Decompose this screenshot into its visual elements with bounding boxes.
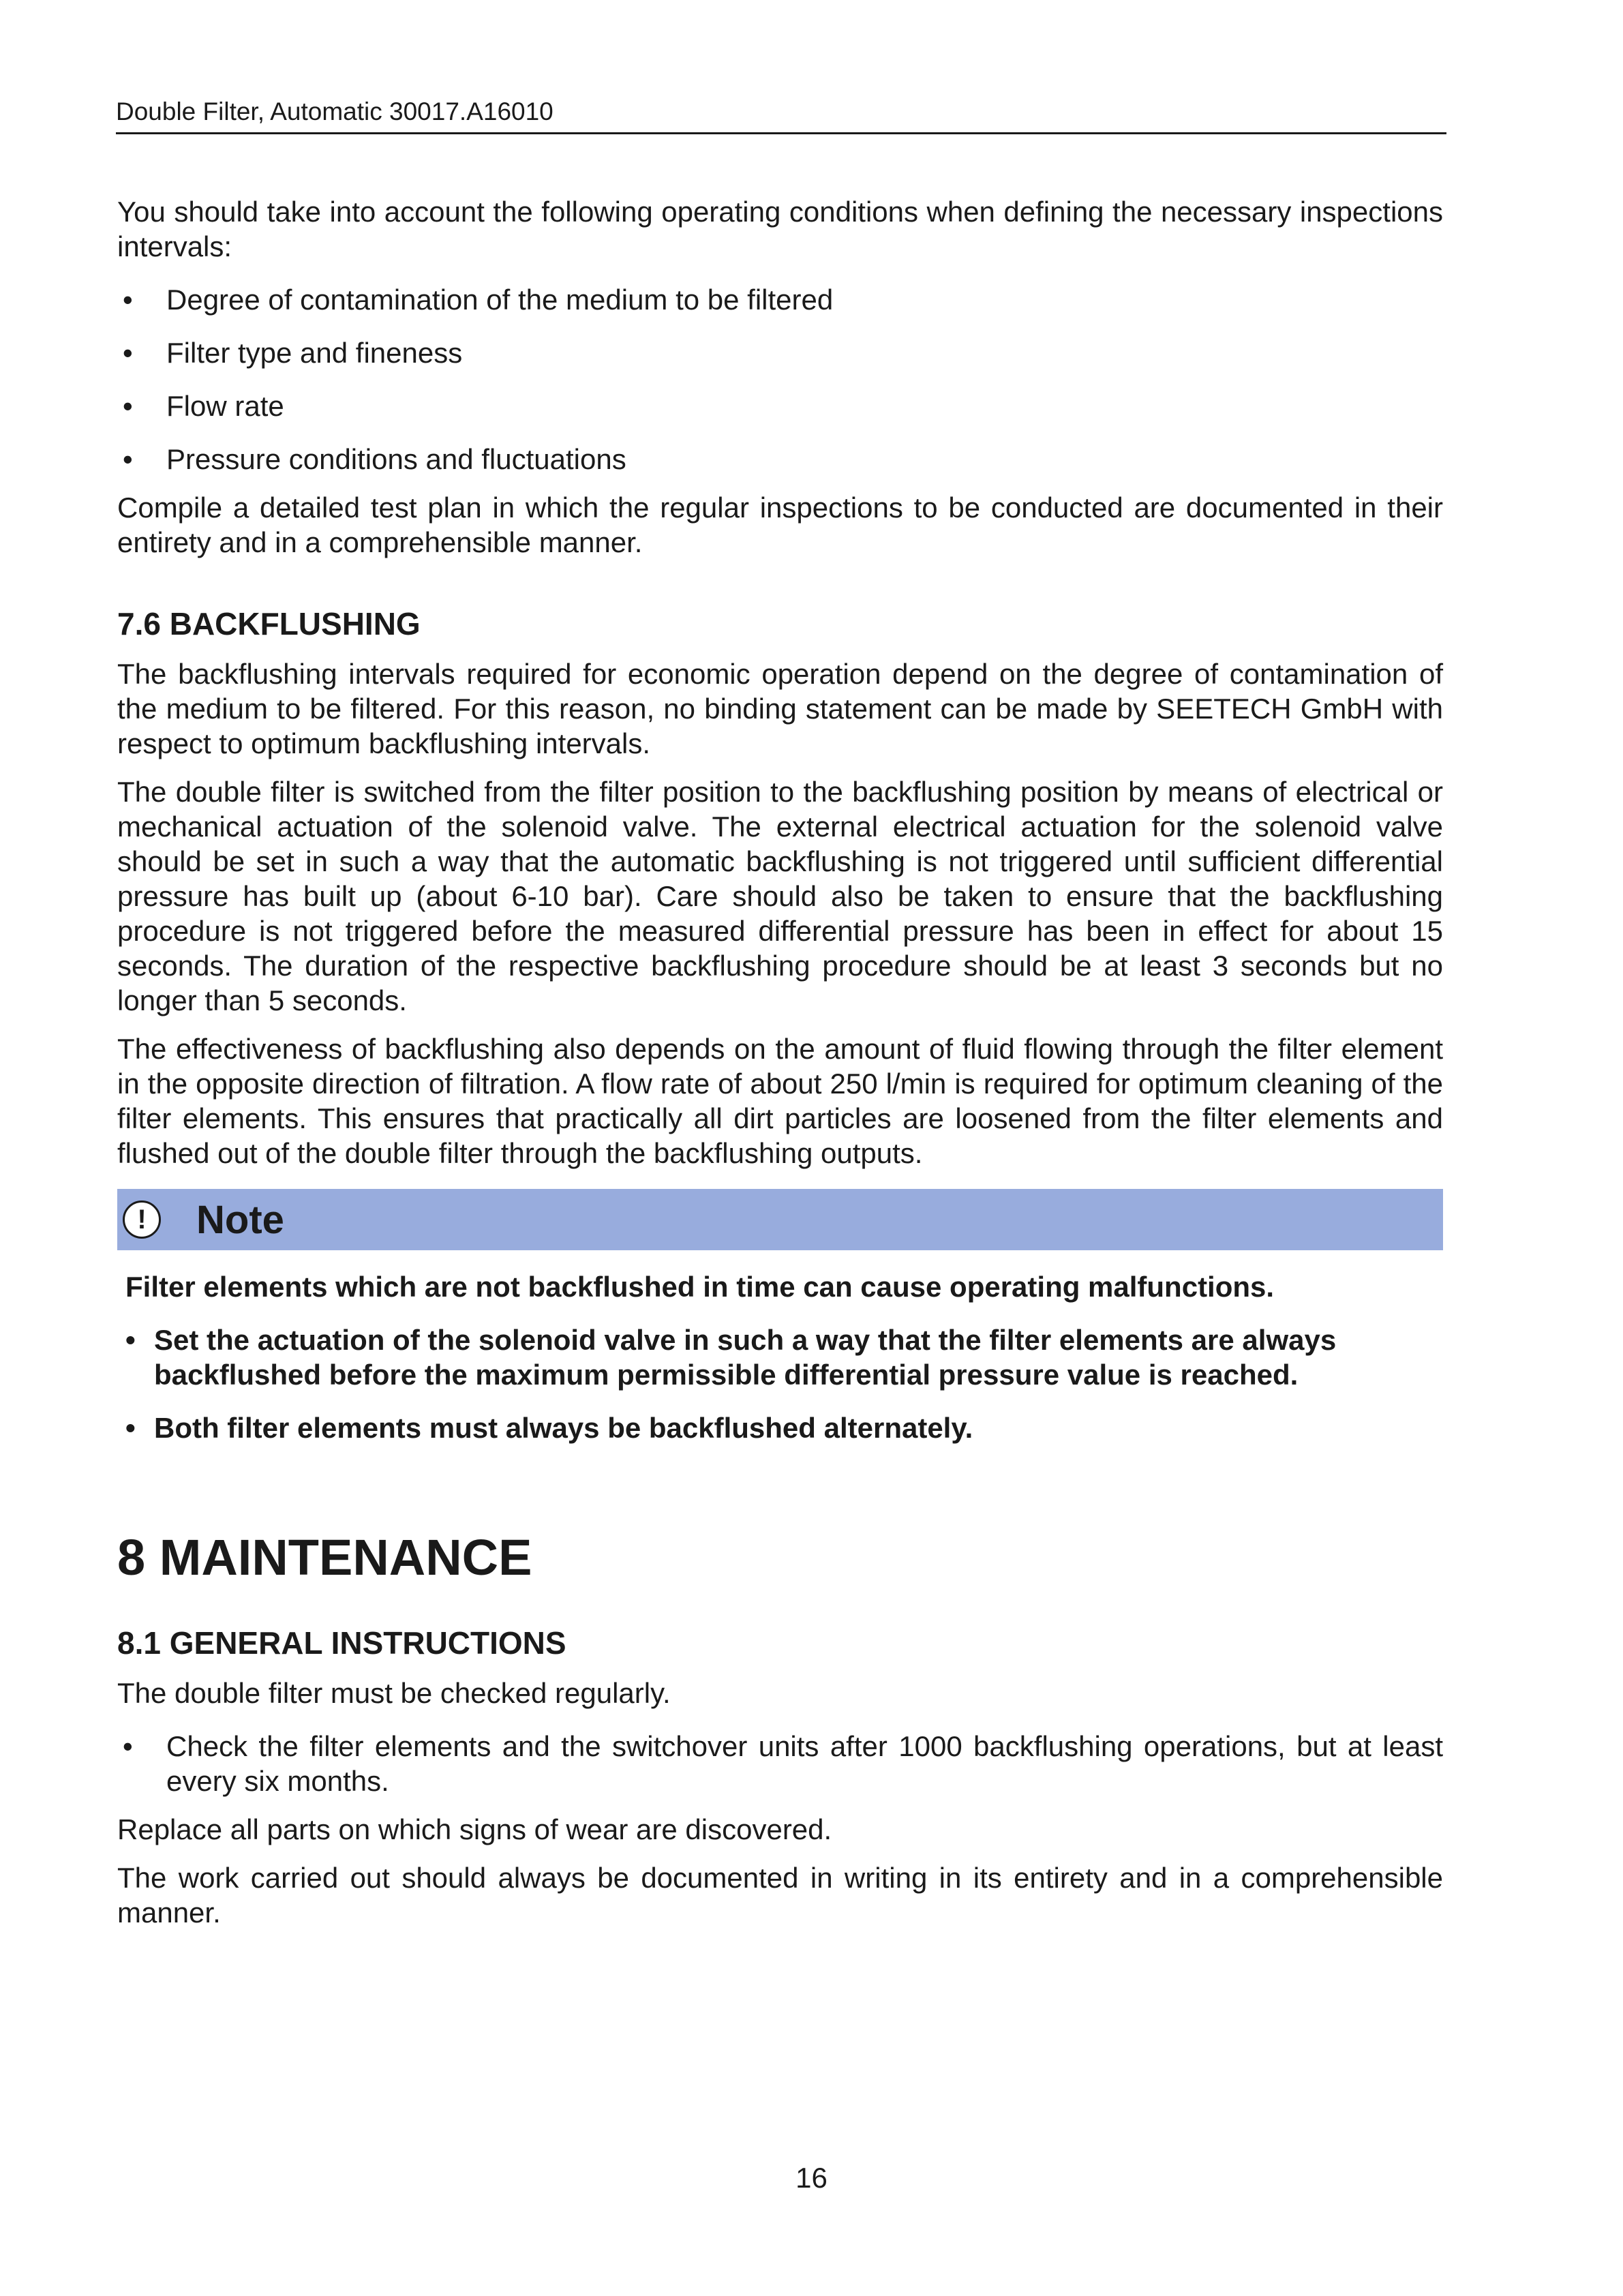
conditions-list <box>117 282 1443 477</box>
list-item: • Flow rate <box>117 389 1443 423</box>
list-item: • Filter type and fineness <box>117 335 1443 370</box>
note-title: Note <box>196 1197 284 1242</box>
section-heading-backflushing: 7.6 BACKFLUSHING <box>117 606 421 641</box>
note-list <box>125 1323 1429 1445</box>
page-number: 16 <box>795 2162 828 2194</box>
exclamation-circle-icon: ! <box>123 1200 161 1239</box>
note-lead: Filter elements which are not backflushed in time can cause operating malfunctions. <box>125 1271 1275 1303</box>
note-body <box>117 1269 1443 1445</box>
list-item: • Check the filter elements and the switchover units after 1000 backflushing operations, but at least every six months. <box>117 1729 1443 1798</box>
general-instructions-paragraph: The work carried out should always be documented in writing in its entirety and in a comprehensible manner. <box>117 1862 1443 1929</box>
list-item: • Pressure conditions and fluctuations <box>117 442 1443 477</box>
chapter-heading-maintenance: 8 MAINTENANCE <box>117 1529 532 1586</box>
intro-closing-paragraph: Compile a detailed test plan in which the regular inspections to be conducted are documented in their entirety and in a comprehensible manner. <box>117 492 1443 558</box>
note-banner <box>117 1189 1443 1250</box>
note-list-item: • Set the actuation of the solenoid valve in such a way that the filter elements are always backflushed before the maximum permissible differential pressure value is reached. <box>125 1323 1429 1392</box>
section-heading-general-instructions: 8.1 GENERAL INSTRUCTIONS <box>117 1625 566 1661</box>
general-instructions-intro: The double filter must be checked regularly. <box>117 1677 671 1709</box>
intro-paragraph: You should take into account the following operating conditions when defining the necessary inspections intervals: <box>117 196 1443 262</box>
list-item: • Degree of contamination of the medium to be filtered <box>117 282 1443 317</box>
backflushing-paragraph: The effectiveness of backflushing also depends on the amount of fluid flowing through the filter element in the opposite direction of filtration. A flow rate of about 250 l/min is required for optimum cleaning of the filter elements. This ensures that practically all dirt particles are loosened from the filter elements and flushed out of the double filter through the backflushing outputs. <box>117 1033 1443 1169</box>
general-instructions-paragraph: Replace all parts on which signs of wear are discovered. <box>117 1813 832 1845</box>
checks-list <box>117 1729 1443 1798</box>
backflushing-paragraph: The backflushing intervals required for economic operation depend on the degree of contamination of the medium to be filtered. For this reason, no binding statement can be made by SEETECH GmbH with respect to optimum backflushing intervals. <box>117 658 1443 759</box>
page-content <box>117 194 1443 1930</box>
page-header: Double Filter, Automatic 30017.A16010 <box>116 94 1446 134</box>
backflushing-paragraph: The double filter is switched from the filter position to the backflushing position by means of electrical or mechanical actuation of the solenoid valve. The external electrical actuation for the solenoid valve should be set in such a way that the automatic backflushing is not triggered until sufficient differential pressure has built up (about 6-10 bar). Care should also be taken to ensure that the backflushing procedure is not triggered before the measured differential pressure has been in effect for about 15 seconds. The duration of the respective backflushing procedure should be at least 3 seconds but no longer than 5 seconds. <box>117 776 1443 1016</box>
note-list-item: • Both filter elements must always be backflushed alternately. <box>125 1410 1429 1445</box>
